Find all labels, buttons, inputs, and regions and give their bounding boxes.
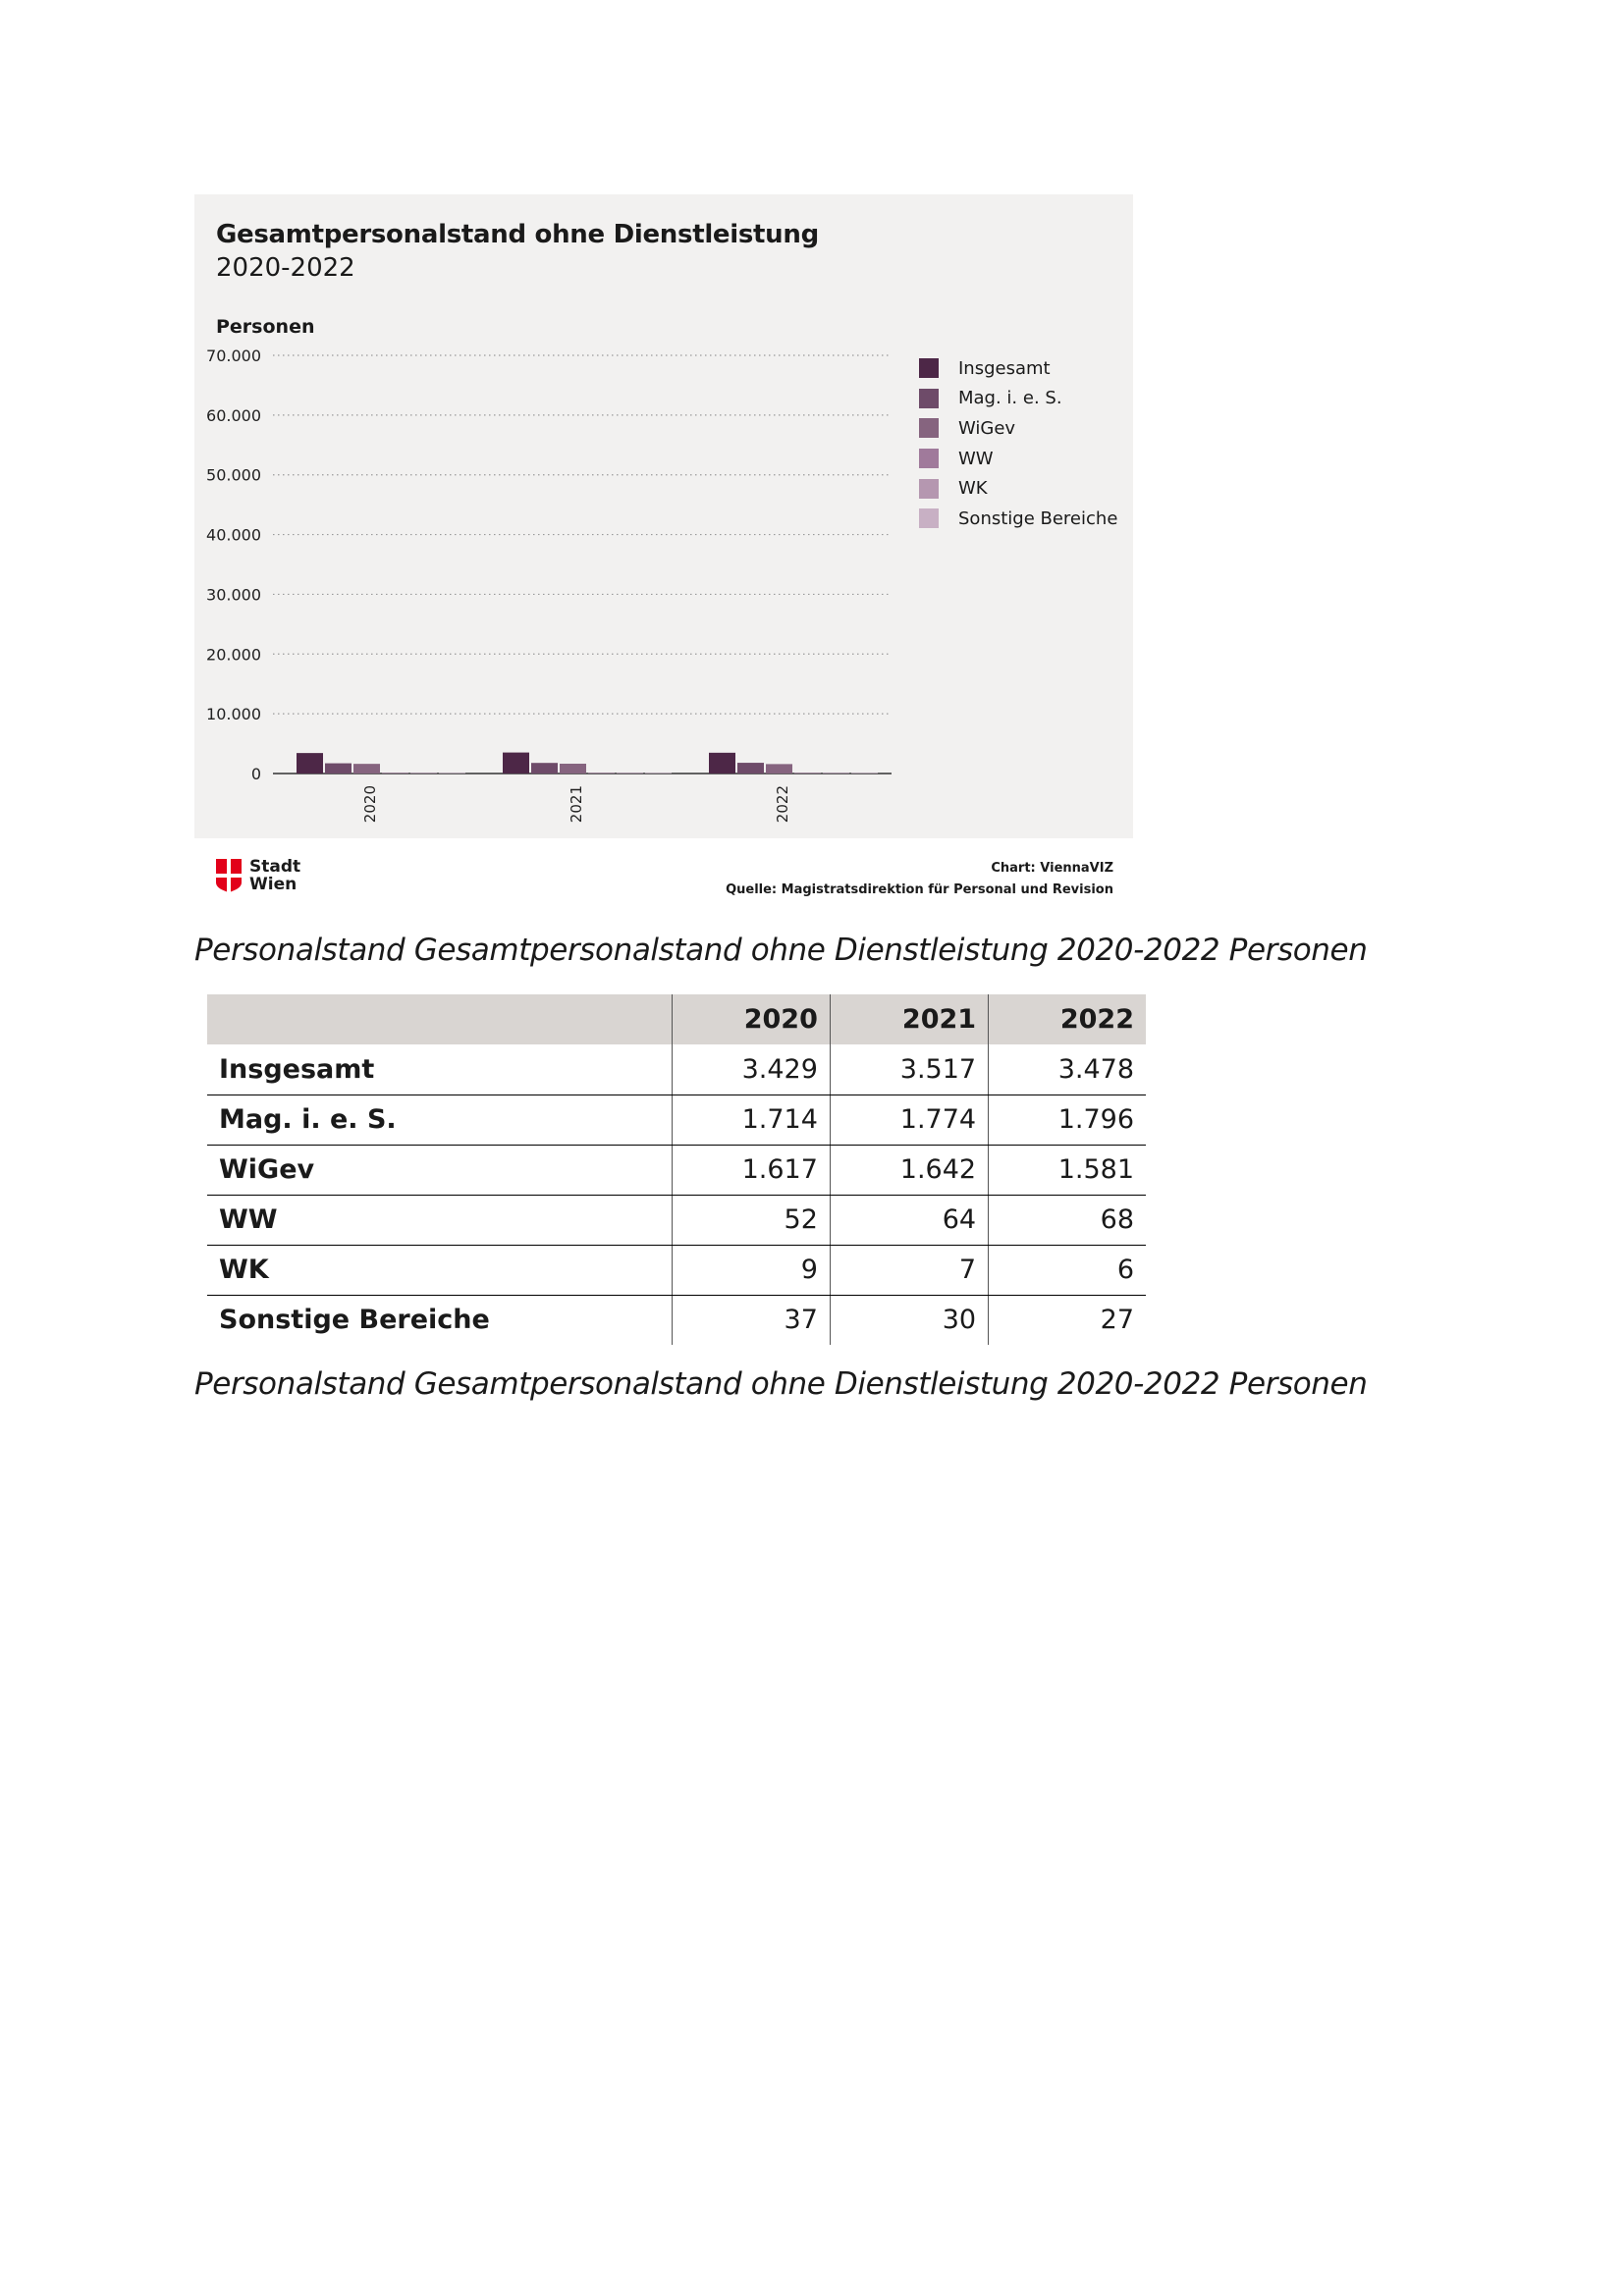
table-body — [207, 1044, 1146, 1345]
table-cell: 1.796 — [989, 1095, 1146, 1145]
table-row-label: WiGev — [207, 1145, 672, 1195]
legend-swatch — [919, 418, 939, 438]
table-row-label: Insgesamt — [207, 1044, 672, 1095]
legend-swatch — [919, 389, 939, 408]
brand-wordmark — [249, 858, 300, 893]
table-cell: 7 — [830, 1245, 988, 1295]
y-tick-label: 40.000 — [206, 525, 261, 545]
x-tick-label: 2020 — [361, 785, 379, 824]
table-cell: 37 — [672, 1295, 830, 1345]
table-caption-bottom: Personalstand Gesamtpersonalstand ohne Dienstleistung 2020-2022 Personen — [194, 1366, 1368, 1402]
y-tick-label: 60.000 — [206, 405, 261, 425]
legend-label: WW — [958, 448, 994, 469]
legend-item — [919, 384, 1117, 414]
legend-label: Insgesamt — [958, 357, 1051, 379]
legend-swatch — [919, 479, 939, 499]
legend-label: Sonstige Bereiche — [958, 507, 1118, 529]
table-row — [207, 1295, 1146, 1345]
legend-swatch — [919, 358, 939, 378]
table-row — [207, 1195, 1146, 1245]
bar — [531, 763, 558, 774]
y-tick-label: 70.000 — [206, 347, 261, 365]
table-header-row — [207, 994, 1146, 1044]
bar — [560, 764, 586, 774]
y-tick-label: 10.000 — [206, 705, 261, 724]
y-tick-label: 20.000 — [206, 645, 261, 665]
legend-item — [919, 444, 1117, 474]
data-table — [207, 994, 1146, 1345]
table-row — [207, 1245, 1146, 1295]
legend-label: Mag. i. e. S. — [958, 388, 1062, 409]
table-row-label: Sonstige Bereiche — [219, 1305, 490, 1336]
bar — [588, 773, 615, 774]
legend-swatch — [919, 508, 939, 528]
bar — [645, 773, 672, 774]
legend-item — [919, 504, 1117, 534]
table-cell: 1.642 — [830, 1145, 988, 1195]
table-row-label: Mag. i. e. S. — [207, 1095, 672, 1145]
table-row-label: WW — [207, 1195, 672, 1245]
chart-source: Quelle: Magistratsdirektion für Personal und Revision — [726, 882, 1113, 897]
table-cell: 1.774 — [830, 1095, 988, 1145]
bar — [297, 753, 323, 774]
bar — [410, 773, 437, 774]
table-caption-top: Personalstand Gesamtpersonalstand ohne Dienstleistung 2020-2022 Personen — [194, 933, 1368, 968]
brand-line-1: Stadt — [249, 857, 301, 877]
chart-subtitle: 2020-2022 — [216, 253, 355, 283]
chart-credits — [726, 858, 1113, 901]
legend-item — [919, 413, 1117, 444]
bar — [766, 764, 792, 774]
chart-title: Gesamtpersonalstand ohne Dienstleistung — [216, 220, 819, 249]
table-row — [207, 1044, 1146, 1095]
table-cell: 9 — [672, 1245, 830, 1295]
table-row-label: WK — [207, 1245, 672, 1295]
y-tick-label: 30.000 — [206, 585, 261, 605]
bar — [325, 764, 352, 774]
table-cell: 52 — [672, 1195, 830, 1245]
table-cell: 3.517 — [830, 1044, 988, 1095]
table-cell: 68 — [989, 1195, 1146, 1245]
table-cell: 6 — [989, 1245, 1146, 1295]
table-cell: 64 — [830, 1195, 988, 1245]
bar — [439, 773, 465, 774]
bar — [851, 773, 878, 774]
bar — [794, 773, 821, 774]
stadt-wien-logo — [216, 858, 300, 893]
table-header-cell: 2021 — [830, 994, 988, 1044]
legend-label: WiGev — [958, 417, 1016, 439]
y-tick-label: 0 — [250, 765, 261, 783]
y-tick-label: 50.000 — [206, 465, 261, 485]
bar — [737, 763, 764, 774]
x-tick-label: 2021 — [568, 785, 585, 824]
legend-label: WK — [958, 478, 988, 500]
legend-item — [919, 353, 1117, 384]
bar — [503, 753, 529, 774]
bar — [617, 773, 643, 774]
vienna-shield-icon — [216, 859, 242, 892]
table-cell: 1.617 — [672, 1145, 830, 1195]
y-axis-label: Personen — [216, 316, 315, 338]
table-cell: 1.581 — [989, 1145, 1146, 1195]
table-header-cell: 2020 — [672, 994, 830, 1044]
legend-item — [919, 473, 1117, 504]
table-cell: 30 — [830, 1295, 988, 1345]
table-cell: 1.714 — [672, 1095, 830, 1145]
table-cell: 3.429 — [672, 1044, 830, 1095]
table-cell: 27 — [989, 1295, 1146, 1345]
chart-panel — [194, 194, 1133, 838]
bar — [382, 773, 408, 774]
chart-legend — [919, 353, 1117, 534]
x-tick-label: 2022 — [774, 785, 791, 824]
table-header-cell — [207, 994, 672, 1044]
brand-line-2: Wien — [249, 875, 298, 894]
legend-swatch — [919, 449, 939, 468]
table-header-cell: 2022 — [989, 994, 1146, 1044]
bar — [709, 753, 735, 774]
table-row — [207, 1145, 1146, 1195]
bar — [353, 764, 380, 774]
chart-credit: Chart: ViennaVIZ — [991, 861, 1113, 876]
table-row — [207, 1095, 1146, 1145]
table-cell: 3.478 — [989, 1044, 1146, 1095]
bar — [823, 773, 849, 774]
